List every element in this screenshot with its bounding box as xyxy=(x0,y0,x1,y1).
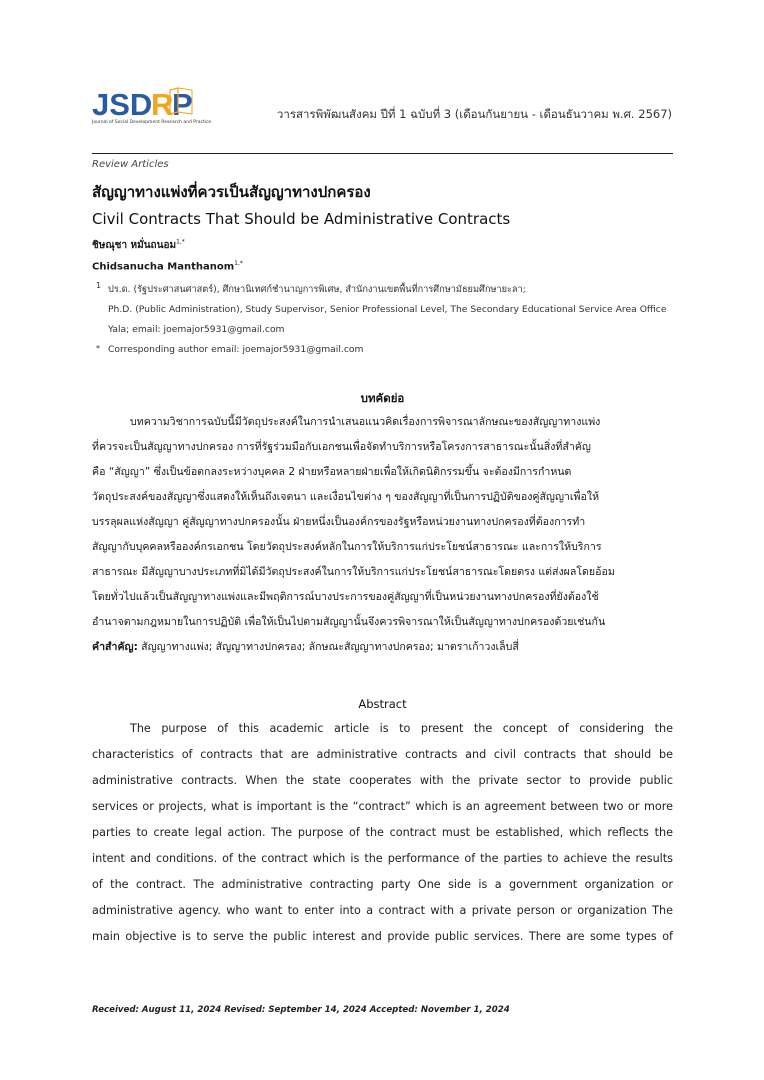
author-english xyxy=(92,260,243,272)
abstract-thai-line: บทความวิชาการฉบับนี้มีวัตถุประสงค์ในการนำเสนอแนวคิดเรื่องการพิจารณาลักษณะของสัญญาทางแพ่ง xyxy=(130,416,601,428)
abstract-english-line: parties to create legal action. The purpose of the contract must be established, which reflects the xyxy=(92,826,673,839)
article-type: Review Articles xyxy=(92,159,169,170)
abstract-english-line: administrative agency. who want to enter into a contract with a private person or organization The xyxy=(92,904,673,917)
journal-info: วารสารพิพัฒนสังคม ปีที่ 1 ฉบับที่ 3 (เดือนกันยายน - เดือนธันวาคม พ.ศ. 2567) xyxy=(276,107,672,121)
abstract-english-line: intent and conditions. of the contract which is the performance of the parties to achieve the results xyxy=(92,852,673,865)
affiliation-line: ปร.ด. (รัฐประศาสนศาสตร์), ศึกษานิเทศก์ชำนาญการพิเศษ, สำนักงานเขตพื้นที่การศึกษามัธยมศึกษายะลา; xyxy=(108,284,526,295)
abstract-thai-line: ที่ควรจะเป็นสัญญาทางปกครอง การที่รัฐร่วมมือกับเอกชนเพื่อจัดทำบริการหรือโครงการสาธารณะนั้นสิ่งที่สำคัญ xyxy=(92,441,591,453)
svg-text:P: P xyxy=(172,87,193,122)
abstract-english-line: services or projects, what is important is the “contract” which is an agreement between two or more xyxy=(92,800,673,813)
author-english-sup: 1,* xyxy=(234,260,243,267)
logo-subtitle: Journal of Social Development Research and Practice xyxy=(92,120,212,125)
corresponding-email: Corresponding author email: joemajor5931@gmail.com xyxy=(108,344,364,355)
journal-logo xyxy=(92,86,210,140)
abstract-thai-line: สาธารณะ มีสัญญาบางประเภทที่มิได้มีวัตถุประสงค์ในการให้บริการแก่ประโยชน์สาธารณะโดยตรง แต่ส่งผลโดยอ้อม xyxy=(92,566,615,578)
affiliation-line: Ph.D. (Public Administration), Study Supervisor, Senior Professional Level, The Secondary Educational Service Area Office xyxy=(108,304,667,315)
author-english-name: Chidsanucha Manthanom xyxy=(92,261,235,273)
received-dates: Received: August 11, 2024 Revised: September 14, 2024 Accepted: November 1, 2024 xyxy=(92,1005,510,1015)
svg-text:R: R xyxy=(151,87,174,122)
affiliation-line: Yala; email: joemajor5931@gmail.com xyxy=(108,324,285,335)
abstract-thai-line: คือ “สัญญา” ซึ่งเป็นข้อตกลงระหว่างบุคคล 2 ฝ่ายหรือหลายฝ่ายเพื่อให้เกิดนิติกรรมขึ้น จะต้องมีการกำหนด xyxy=(92,466,572,478)
jsdrp-logo-icon xyxy=(92,86,210,122)
abstract-thai-line: สัญญากับบุคคลหรือองค์กรเอกชน โดยวัตถุประสงค์หลักในการให้บริการแก่ประโยชน์สาธารณะ และการให้บริการ xyxy=(92,541,602,553)
abstract-english-line: characteristics of contracts that are administrative contracts and civil contracts that should be xyxy=(92,748,673,761)
title-english: Civil Contracts That Should be Administrative Contracts xyxy=(92,210,511,228)
keywords xyxy=(92,640,673,654)
header-rule xyxy=(92,153,673,154)
abstract-thai-line: โดยทั่วไปแล้วเป็นสัญญาทางแพ่งและมีพฤติการณ์บางประการของคู่สัญญาที่เป็นหน่วยงานทางปกครองที่ยังต้องใช้ xyxy=(92,591,599,603)
abstract-english-line: administrative contracts. When the state cooperates with the private sector to provide public xyxy=(92,774,673,787)
keywords-list: สัญญาทางแพ่ง; สัญญาทางปกครอง; ลักษณะสัญญาทางปกครอง; มาตราเก้าวงเล็บสี่ xyxy=(137,641,519,653)
author-thai-name: ชิษณุชา หมั่นถนอม xyxy=(92,240,177,251)
affiliation-mark-1: 1 xyxy=(96,281,102,290)
author-thai xyxy=(92,238,185,253)
title-thai: สัญญาทางแพ่งที่ควรเป็นสัญญาทางปกครอง xyxy=(92,183,371,201)
abstract-thai-line: วัตถุประสงค์ของสัญญาซึ่งแสดงให้เห็นถึงเจตนา และเงื่อนไขต่าง ๆ ของสัญญาที่เป็นการปฏิบัติของคู่สัญญาเพื่อให้ xyxy=(92,491,600,503)
abstract-thai-heading: บทคัดย่อ xyxy=(360,391,405,405)
keywords-label: คำสำคัญ: xyxy=(92,641,138,653)
abstract-english-line: of the contract. The administrative contracting party One side is a government organization or xyxy=(92,878,673,891)
svg-text:JSD: JSD xyxy=(92,87,153,122)
abstract-english-line: The purpose of this academic article is to present the concept of considering the xyxy=(130,722,673,735)
abstract-thai-line: บรรลุผลแห่งสัญญา คู่สัญญาทางปกครองนั้น ฝ่ายหนึ่งเป็นองค์กรของรัฐหรือหน่วยงานทางปกครองที่ต้องการทำ xyxy=(92,516,586,528)
abstract-english-heading: Abstract xyxy=(358,697,407,711)
abstract-english-line: main objective is to serve the public interest and provide public services. There are some types of xyxy=(92,930,673,943)
affiliation-mark-2: * xyxy=(96,344,100,353)
author-thai-sup: 1,* xyxy=(176,238,185,246)
abstract-thai-line: อำนาจตามกฎหมายในการปฏิบัติ เพื่อให้เป็นไปตามสัญญานั้นจึงควรพิจารณาให้เป็นสัญญาทางปกครองด้วยเช่นกัน xyxy=(92,616,606,628)
